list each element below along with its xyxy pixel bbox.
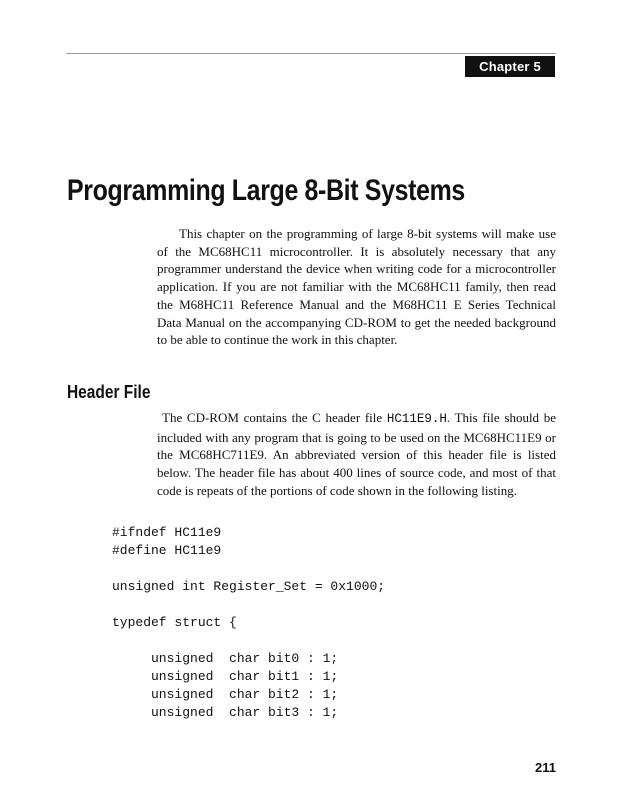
section-paragraph	[157, 409, 556, 500]
code-line: unsigned char bit0 : 1;	[112, 651, 339, 666]
section-heading: Header File	[67, 382, 151, 402]
code-line: unsigned int Register_Set = 0x1000;	[112, 579, 386, 594]
page-number: 211	[535, 760, 556, 775]
code-line: #define HC11e9	[112, 543, 222, 558]
code-line: unsigned char bit2 : 1;	[112, 687, 339, 702]
chapter-title: Programming Large 8-Bit Systems	[67, 174, 465, 207]
section-paragraph-end: . This file should be included with any program that is going to be used on the MC68HC11E9 or the MC68HC711E9. An abbreviated version of this header file is listed below. The header file has about 400 lines of source code, and most of that code is repeats of the portions of code shown in the following listing.	[157, 410, 557, 498]
code-line: #ifndef HC11e9	[112, 525, 222, 540]
header-filename: HC11E9.H	[386, 412, 447, 426]
intro-paragraph-text: This chapter on the programming of large 8-bit systems will make use of the MC68HC11 microcontroller. It is absolutely necessary that any programmer understand the device when writing code for a microcontroller application. If you are not familiar with the MC68HC11 family, then read the M68HC11 Reference Manual and the M68HC11 E Series Technical Data Manual on the accompanying CD-ROM to get the needed background to be able to continue the work in this chapter.	[157, 226, 556, 348]
code-line	[112, 596, 385, 614]
code-line: typedef struct {	[112, 615, 237, 630]
code-line	[112, 632, 385, 650]
intro-paragraph	[157, 225, 556, 349]
code-line: unsigned char bit3 : 1;	[112, 705, 339, 720]
code-line: unsigned char bit1 : 1;	[112, 669, 339, 684]
section-paragraph-start: The CD-ROM contains the C header file	[162, 410, 387, 425]
code-line	[112, 560, 385, 578]
header-rule	[66, 53, 556, 54]
code-listing	[112, 524, 385, 722]
chapter-label: Chapter 5	[465, 56, 555, 77]
